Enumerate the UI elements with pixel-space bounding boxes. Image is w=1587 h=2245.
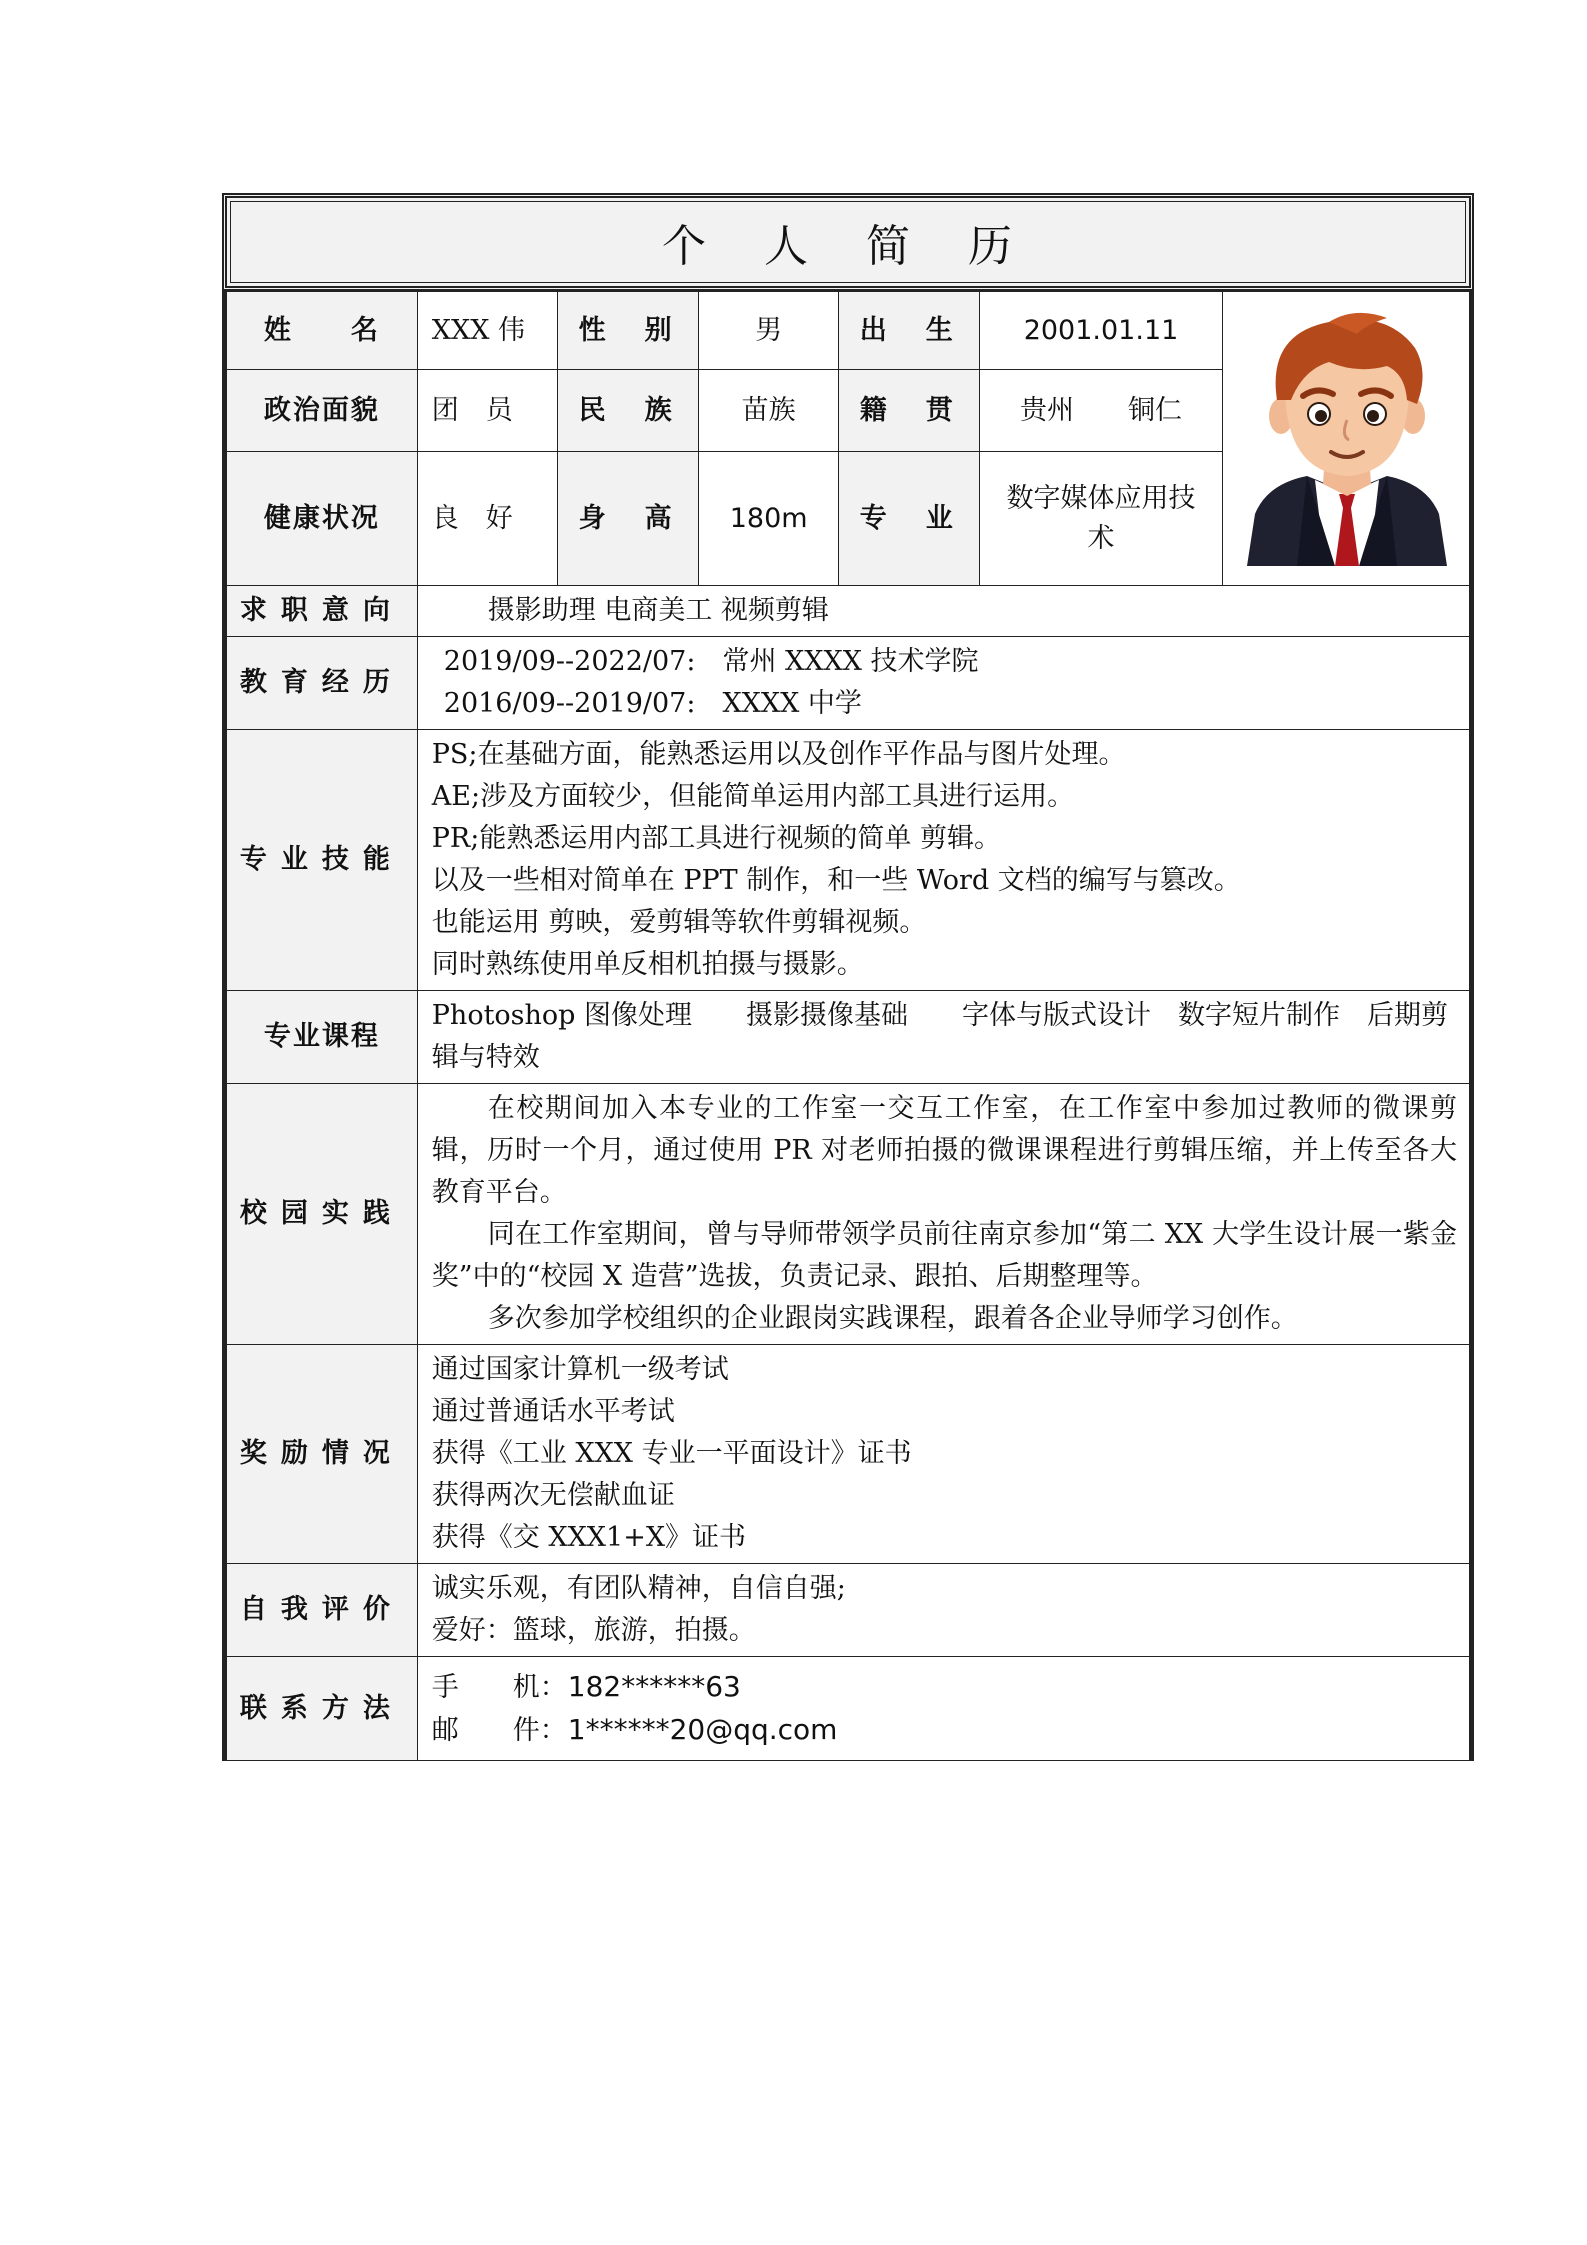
row-education [225, 637, 1472, 730]
campus-paragraph: 多次参加学校组织的企业跟岗实践课程，跟着各企业导师学习创作。 [487, 1303, 1298, 1334]
row-contact [225, 1657, 1472, 1761]
health-value: 良 好 [417, 452, 558, 586]
skill-line: AE;涉及方面较少，但能简单运用内部工具进行运用。 [431, 781, 1075, 812]
gender-value: 男 [698, 292, 839, 370]
skill-line: 也能运用 剪映，爱剪辑等软件剪辑视频。 [431, 907, 927, 938]
political-value: 团 员 [417, 370, 558, 452]
photo-cell [1222, 292, 1471, 586]
birth-label: 出 生 [839, 292, 980, 370]
self-eval-label: 自我评价 [225, 1564, 418, 1657]
skill-line: 以及一些相对简单在 PPT 制作，和一些 Word 文档的编写与篡改。 [431, 865, 1241, 896]
phone-key: 手 机： [431, 1671, 567, 1703]
award-line: 获得《交 XXX1+X》证书 [431, 1522, 747, 1553]
phone-number: 182******63 [567, 1669, 741, 1703]
gender-label: 性 别 [558, 292, 699, 370]
major-value: 数字媒体应用技术 [980, 452, 1223, 586]
award-line: 通过国家计算机一级考试 [431, 1354, 729, 1385]
skills-label: 专业技能 [225, 730, 418, 991]
name-label: 姓 名 [225, 292, 418, 370]
education-line: 2016/09--2019/07: XXXX 中学 [443, 688, 862, 719]
row-awards [225, 1345, 1472, 1564]
political-label: 政治面貌 [225, 370, 418, 452]
awards-value [417, 1345, 1471, 1564]
self-eval-value [417, 1564, 1471, 1657]
contact-value [417, 1657, 1471, 1761]
ethnic-value: 苗族 [698, 370, 839, 452]
name-value: XXX 伟 [417, 292, 558, 370]
campus-paragraph: 在校期间加入本专业的工作室一交互工作室，在工作室中参加过教师的微课剪辑，历时一个月，通过使用 PR 对老师拍摄的微课课程进行剪辑压缩，并上传至各大教育平台。 [431, 1093, 1457, 1208]
email-line [432, 1709, 1457, 1752]
award-line: 通过普通话水平考试 [431, 1396, 675, 1427]
resume-table [222, 291, 1474, 1761]
contact-label: 联系方法 [225, 1657, 418, 1761]
self-eval-line: 诚实乐观，有团队精神，自信自强; [431, 1573, 846, 1604]
row-objective [225, 586, 1472, 637]
native-label: 籍 贯 [839, 370, 980, 452]
courses-value [417, 991, 1471, 1084]
skill-line: PS;在基础方面，能熟悉运用以及创作平作品与图片处理。 [431, 739, 1126, 770]
courses-text: Photoshop 图像处理 摄影摄像基础 字体与版式设计 数字短片制作 后期剪辑与特效 [431, 1000, 1449, 1073]
education-value [417, 637, 1471, 730]
email-address: 1******20@qq.com [567, 1712, 838, 1746]
major-label: 专 业 [839, 452, 980, 586]
skill-line: PR;能熟悉运用内部工具进行视频的简单 剪辑。 [431, 823, 1001, 854]
row-basic-1 [225, 292, 1472, 370]
ethnic-label: 民 族 [558, 370, 699, 452]
phone-line [432, 1666, 1457, 1709]
skills-value [417, 730, 1471, 991]
campus-value [417, 1084, 1471, 1345]
avatar [1237, 304, 1457, 566]
row-campus [225, 1084, 1472, 1345]
health-label: 健康状况 [225, 452, 418, 586]
awards-label: 奖励情况 [225, 1345, 418, 1564]
page-title: 个 人 简 历 [662, 221, 1034, 272]
education-line: 2019/09--2022/07: 常州 XXXX 技术学院 [443, 646, 979, 677]
award-line: 获得《工业 XXX 专业一平面设计》证书 [431, 1438, 912, 1469]
education-label: 教育经历 [225, 637, 418, 730]
self-eval-line: 爱好：篮球，旅游，拍摄。 [431, 1615, 756, 1646]
height-label: 身 高 [558, 452, 699, 586]
objective-label: 求职意向 [225, 586, 418, 637]
courses-label: 专业课程 [225, 991, 418, 1084]
row-skills [225, 730, 1472, 991]
title-box [222, 193, 1474, 291]
skill-line: 同时熟练使用单反相机拍摄与摄影。 [431, 949, 864, 980]
height-value: 180m [698, 452, 839, 586]
birth-value: 2001.01.11 [980, 292, 1223, 370]
award-line: 获得两次无偿献血证 [431, 1480, 675, 1511]
row-courses [225, 991, 1472, 1084]
objective-value [417, 586, 1471, 637]
campus-label: 校园实践 [225, 1084, 418, 1345]
campus-paragraph: 同在工作室期间，曾与导师带领学员前往南京参加“第二 XX 大学生设计展一紫金奖”中的“校园 X 造营”选拔，负责记录、跟拍、后期整理等。 [431, 1219, 1457, 1292]
row-self-eval [225, 1564, 1472, 1657]
objective-text: 摄影助理 电商美工 视频剪辑 [487, 595, 829, 626]
email-key: 邮 件： [431, 1714, 567, 1746]
native-value: 贵州 铜仁 [980, 370, 1223, 452]
